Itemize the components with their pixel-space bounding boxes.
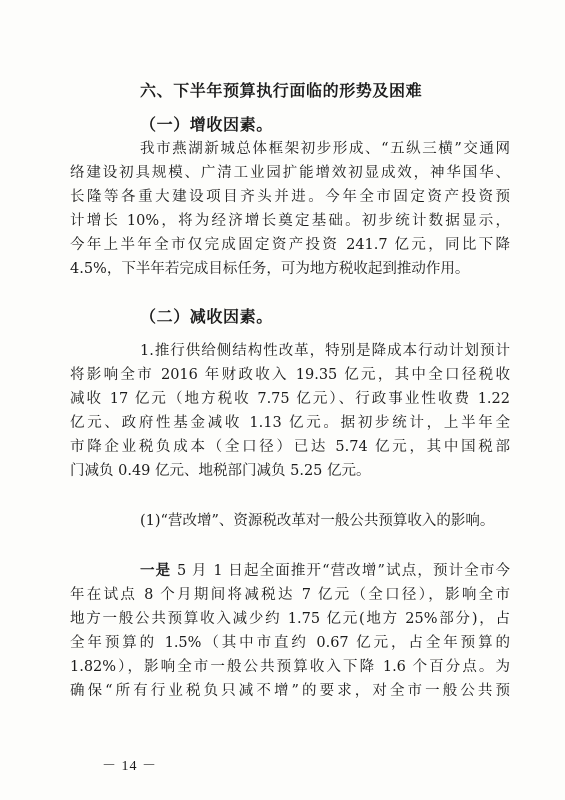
paragraph-line: 1.推行供给侧结构性改革，特别是降成本行动计划预计	[140, 343, 510, 359]
section-title: 六、下半年预算执行面临的形势及困难	[140, 81, 423, 100]
paragraph-line: 4.5%，下半年若完成目标任务，可为地方税收起到推动作用。	[70, 261, 470, 277]
paragraph-line: 门减负 0.49 亿元、地税部门减负 5.25 亿元。	[70, 463, 371, 479]
paragraph-line: 地方一般公共预算收入减少约 1.75 亿元(地方 25%部分)，占	[70, 611, 510, 627]
paragraph-line	[140, 560, 510, 582]
paragraph-text: 5 月 1 日起全面推开“营改增”试点，预计全市今	[171, 563, 510, 579]
subsection-title-decrease: （二）减收因素。	[140, 307, 273, 326]
page-number: － 14 －	[102, 759, 157, 774]
paragraph-line: 长隆等各重大建设项目齐头并进。今年全市固定资产投资预	[70, 189, 510, 205]
paragraph-line: 市降企业税负成本（全口径）已达 5.74 亿元，其中国税部	[70, 439, 510, 455]
paragraph-line: 络建设初具规模、广清工业园扩能增效初显成效，神华国华、	[70, 165, 510, 181]
paragraph-line: 减收 17 亿元（地方税收 7.75 亿元）、行政事业性收费 1.22	[70, 391, 510, 407]
subsection-title-increase: （一）增收因素。	[140, 115, 273, 134]
paragraph-line: 将影响全市 2016 年财政收入 19.35 亿元，其中全口径税收	[70, 367, 510, 383]
paragraph-line: (1)“营改增”、资源税改革对一般公共预算收入的影响。	[140, 513, 495, 529]
paragraph-line: 今年上半年全市仅完成固定资产投资 241.7 亿元，同比下降	[70, 237, 510, 253]
paragraph-line: 计增长 10%，将为经济增长奠定基础。初步统计数据显示，	[70, 213, 510, 229]
paragraph-line: 亿元、政府性基金减收 1.13 亿元。据初步统计，上半年全	[70, 415, 510, 431]
paragraph-line: 全年预算的 1.5%（其中市直约 0.67 亿元，占全年预算的	[70, 635, 510, 651]
paragraph-line: 我市燕湖新城总体框架初步形成、“五纵三横”交通网	[140, 141, 510, 157]
paragraph-line: 确保“所有行业税负只减不增”的要求，对全市一般公共预	[70, 683, 510, 699]
paragraph-line: 年在试点 8 个月期间将减税达 7 亿元（全口径），影响全市	[70, 587, 510, 603]
paragraph-line: 1.82%），影响全市一般公共预算收入下降 1.6 个百分点。为	[70, 659, 510, 675]
emphasis-lead: 一是	[140, 562, 172, 579]
